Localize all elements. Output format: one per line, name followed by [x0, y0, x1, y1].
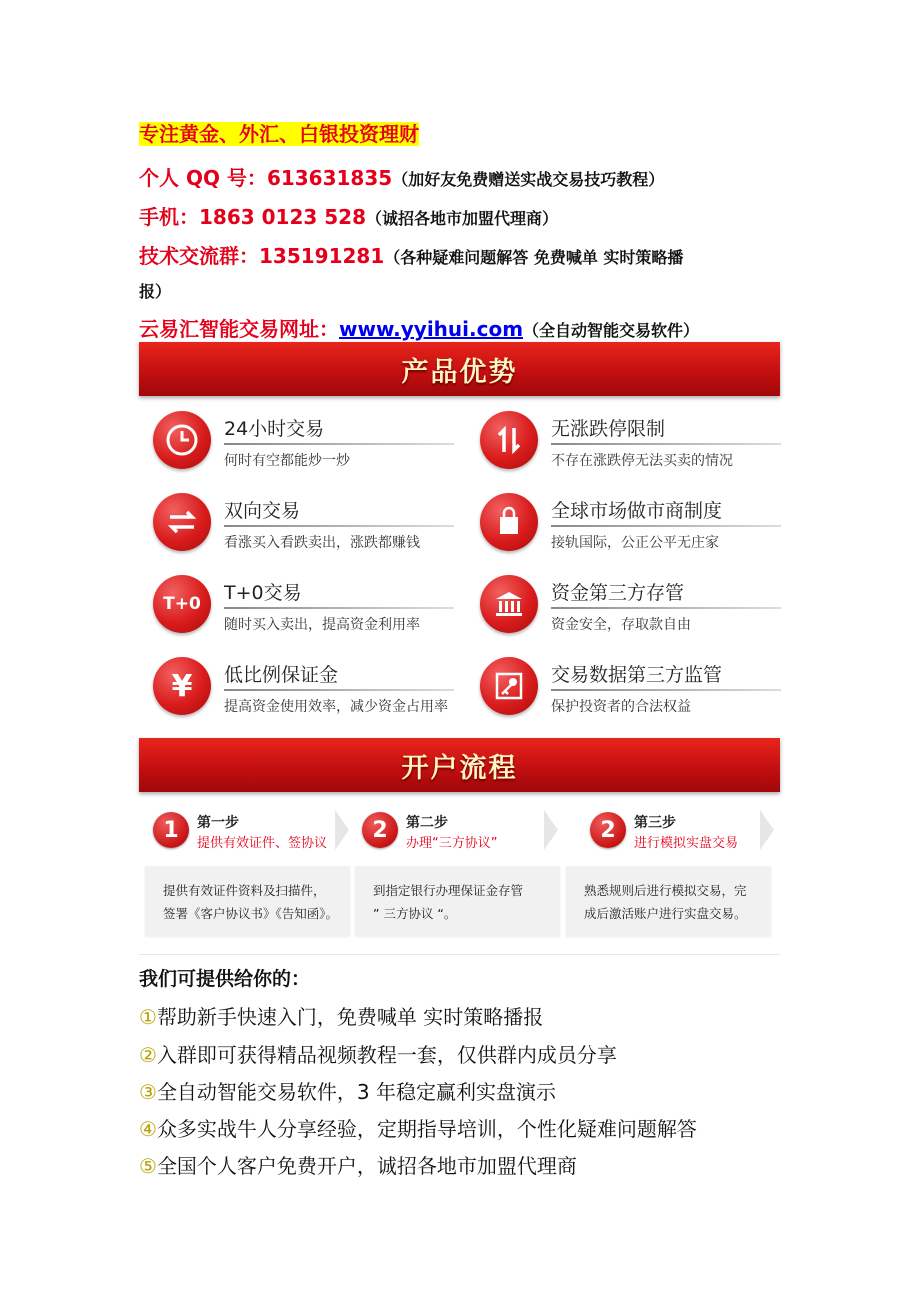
phone-number: 1863 0123 528	[199, 205, 367, 229]
advantage-title: 交易数据第三方监管	[551, 664, 723, 686]
step-desc-line: 熟悉规则后进行模拟交易，完	[584, 883, 747, 898]
advantage-title: 无涨跌停限制	[551, 418, 666, 440]
up-down-arrows-icon	[480, 411, 538, 469]
advantage-title: 双向交易	[224, 500, 301, 522]
advantage-item	[139, 570, 449, 640]
t-plus-zero-icon	[153, 575, 211, 633]
phone-line	[139, 201, 558, 230]
phone-note: （诚招各地市加盟代理商）	[366, 209, 559, 228]
step-title: 第二步	[406, 815, 448, 831]
key-icon	[480, 657, 538, 715]
yen-icon-text: ¥	[171, 668, 193, 704]
advantages-banner-title: 产品优势	[401, 356, 518, 388]
offer-text: 全自动智能交易软件，3 年稳定赢利实盘演示	[156, 1080, 557, 1104]
step-subtitle: 提供有效证件、签协议	[197, 836, 328, 851]
offer-text: 众多实战牛人分享经验，定期指导培训，个性化疑难问题解答	[156, 1117, 697, 1141]
offer-number: ④	[139, 1117, 157, 1141]
group-line	[139, 240, 683, 269]
step-desc-line: 到指定银行办理保证金存管	[373, 883, 524, 898]
offer-text: 全国个人客户免费开户，诚招各地市加盟代理商	[156, 1154, 577, 1178]
offer-text: 帮助新手快速入门，免费喊单 实时策略播报	[156, 1005, 544, 1029]
shopping-bag-icon	[480, 493, 538, 551]
qq-label: 个人 QQ 号：	[139, 166, 267, 190]
offer-text: 入群即可获得精品视频教程一套，仅供群内成员分享	[156, 1043, 617, 1067]
advantage-desc: 看涨买入看跌卖出，涨跌都赚钱	[224, 535, 420, 551]
site-line	[139, 313, 699, 342]
step-desc-line: ” 三方协议 “。	[373, 906, 457, 921]
chevron-right-icon	[544, 810, 558, 850]
step-subtitle: 办理“三方协议”	[406, 836, 498, 851]
divider	[224, 607, 454, 609]
step-2-description	[355, 866, 560, 936]
advantage-desc: 随时买入卖出，提高资金利用率	[224, 617, 420, 633]
advantage-title: T+0交易	[224, 582, 302, 604]
offer-number: ⑤	[139, 1154, 157, 1178]
qq-line	[139, 162, 664, 191]
advantage-desc: 保护投资者的合法权益	[551, 699, 691, 715]
offer-number: ③	[139, 1080, 157, 1104]
advantage-title: 低比例保证金	[224, 664, 339, 686]
qq-note: （加好友免费赠送实战交易技巧教程）	[392, 170, 665, 189]
advantage-item	[139, 406, 449, 476]
divider	[224, 443, 454, 445]
step-title: 第三步	[634, 815, 676, 831]
divider	[551, 689, 781, 691]
advantage-item	[466, 570, 776, 640]
step-subtitle: 进行模拟实盘交易	[634, 836, 739, 851]
divider	[224, 689, 454, 691]
step-number-badge: 2	[590, 812, 626, 848]
phone-label: 手机：	[139, 205, 199, 229]
advantage-title: 资金第三方存管	[551, 582, 685, 604]
t-plus-zero-icon-text: T+0	[163, 594, 201, 614]
offer-item	[139, 1113, 697, 1142]
yen-icon	[153, 657, 211, 715]
divider	[551, 607, 781, 609]
divider	[139, 954, 780, 955]
advantage-desc: 何时有空都能炒一炒	[224, 453, 350, 469]
step-3	[576, 800, 786, 860]
clock-icon	[153, 411, 211, 469]
step-desc-line: 签署《客户协议书》《告知函》。	[163, 906, 339, 921]
offers-title: 我们可提供给你的：	[139, 968, 311, 990]
offer-item	[139, 1150, 577, 1179]
step-title: 第一步	[197, 815, 239, 831]
offer-item	[139, 1001, 543, 1030]
offer-item	[139, 1039, 617, 1068]
site-note: （全自动智能交易软件）	[523, 321, 700, 340]
offer-number: ①	[139, 1005, 157, 1029]
slogan	[139, 118, 419, 147]
offer-item	[139, 1076, 556, 1105]
step-desc-line: 提供有效证件资料及扫描件，	[163, 883, 326, 898]
divider	[551, 525, 781, 527]
advantage-item	[139, 488, 449, 558]
step-number-badge: 2	[362, 812, 398, 848]
step-3-description	[566, 866, 771, 936]
site-link[interactable]: www.yyihui.com	[339, 317, 524, 341]
advantage-desc: 提高资金使用效率，减少资金占用率	[224, 699, 448, 715]
step-2	[348, 800, 558, 860]
group-label: 技术交流群：	[139, 244, 259, 268]
offer-number: ②	[139, 1043, 157, 1067]
advantage-item	[466, 406, 776, 476]
chevron-right-icon	[760, 810, 774, 850]
two-way-arrows-icon	[153, 493, 211, 551]
slogan-text: 专注黄金、外汇、白银投资理财	[139, 122, 419, 146]
advantage-desc: 接轨国际，公正公平无庄家	[551, 535, 719, 551]
chevron-right-icon	[335, 810, 349, 850]
divider	[551, 443, 781, 445]
qq-number: 613631835	[266, 166, 393, 190]
advantage-item	[139, 652, 449, 722]
advantage-title: 24小时交易	[224, 418, 325, 440]
advantage-title: 全球市场做市商制度	[551, 500, 723, 522]
step-1	[139, 800, 349, 860]
bank-icon	[480, 575, 538, 633]
advantage-item	[466, 652, 776, 722]
step-1-description	[145, 866, 350, 936]
group-note-continued: 报）	[139, 282, 172, 301]
advantage-desc: 不存在涨跌停无法买卖的情况	[551, 453, 733, 469]
step-desc-line: 成后激活账户进行实盘交易。	[584, 906, 747, 921]
divider	[224, 525, 454, 527]
site-label: 云易汇智能交易网址：	[139, 317, 339, 341]
process-banner-title: 开户流程	[401, 752, 518, 784]
group-note: （各种疑难问题解答 免费喊单 实时策略播	[384, 248, 684, 267]
advantage-desc: 资金安全，存取款自由	[551, 617, 691, 633]
group-number: 135191281	[259, 244, 385, 268]
process-banner	[139, 738, 780, 792]
advantages-banner	[139, 342, 780, 396]
advantage-item	[466, 488, 776, 558]
step-number-badge: 1	[153, 812, 189, 848]
